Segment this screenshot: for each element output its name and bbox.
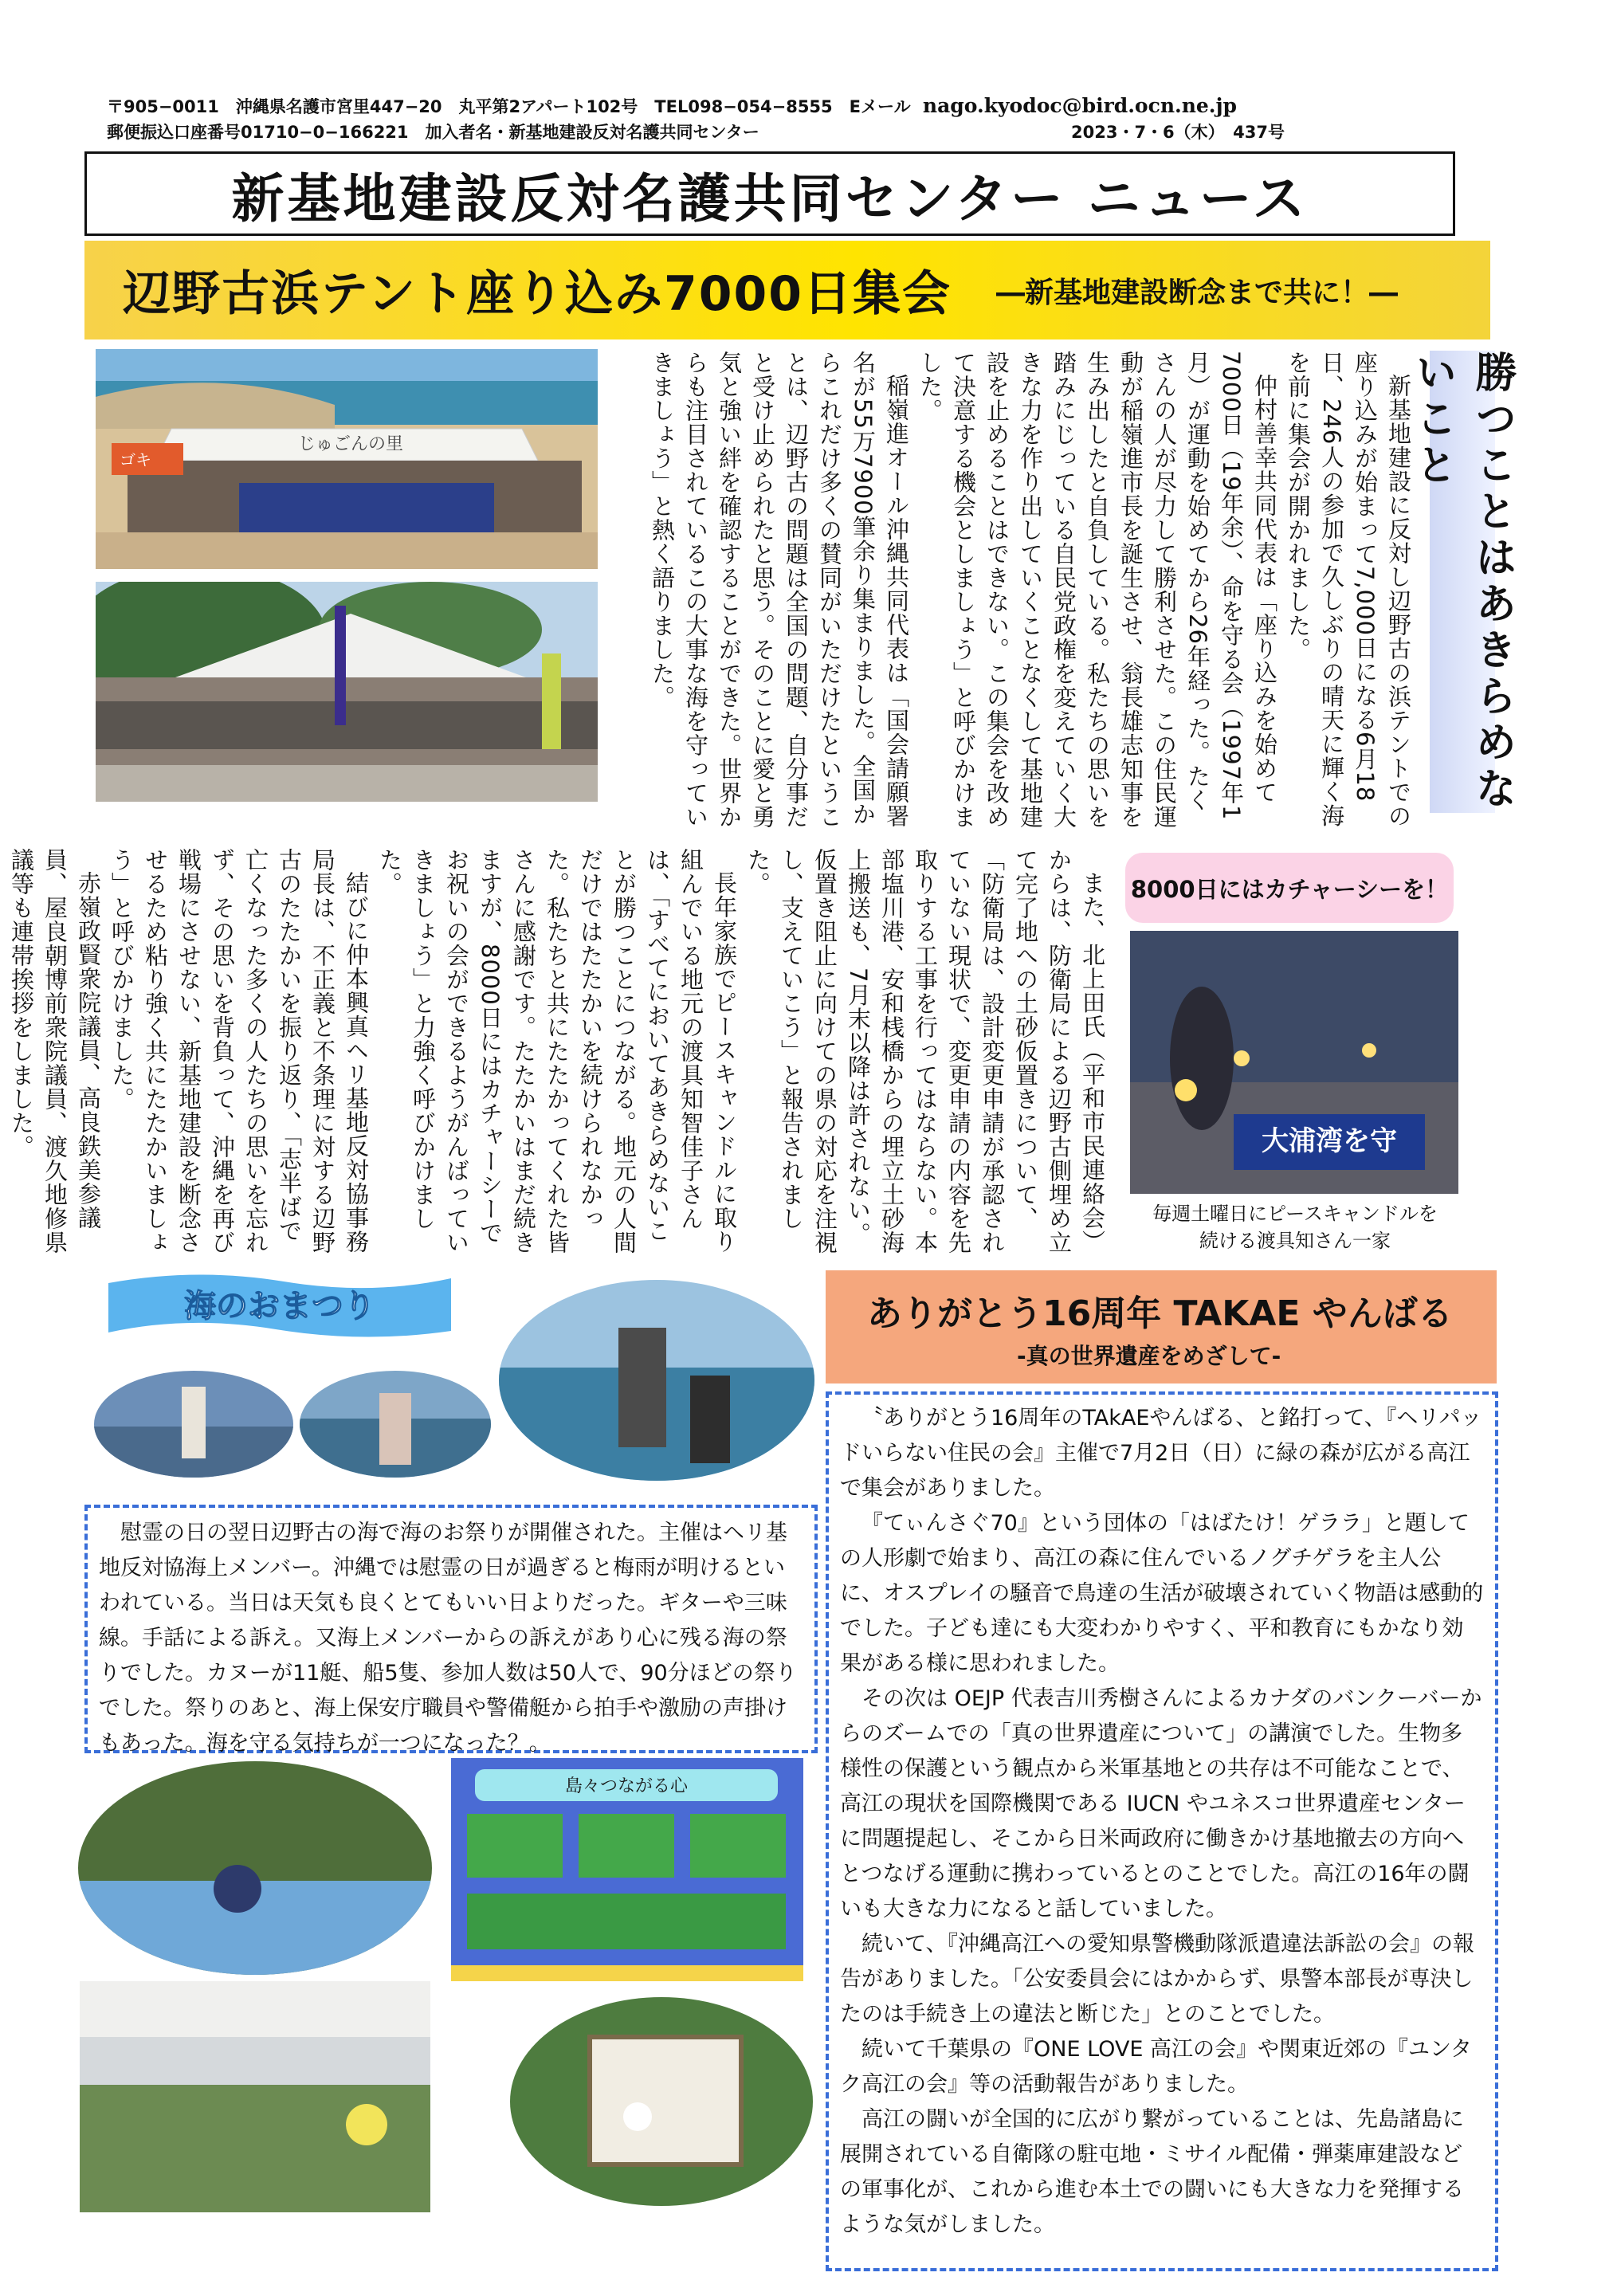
- photo-message-board: [451, 1758, 803, 1981]
- header-postal: 郵便振込口座番号01710−0−166221 加入者名・新基地建設反対名護共同センター: [107, 123, 759, 142]
- caption-line: 続ける渡具知さん一家: [1199, 1230, 1391, 1252]
- masthead: [84, 151, 1455, 236]
- festival-logo-text: 海のおまつり: [184, 1288, 375, 1325]
- article1-paragraph: 長年家族でピースキャンドルに取り組んでいる地元の渡具知智佳子さんは、「すべてにおいてあきらめないことが勝つことにつながる。地元の人間だけではたたかいを続けられなかった。私たちと共にたたかってくれた皆さんに感謝です。たたかいはまだ続きますが、8000日にはカチャーシーでお祝いの会ができるようがんばっていきましょう」と力強く呼びかけました。: [376, 848, 738, 1254]
- message-board-image: [451, 1758, 803, 1981]
- photo-children-pool: [78, 1761, 432, 1975]
- festival-text-box: [84, 1505, 818, 1756]
- festival-image-2: [300, 1371, 491, 1478]
- festival-image-3: [499, 1280, 814, 1481]
- takae-paragraph: その次は OEJP 代表吉川秀樹さんによるカナダのバンクーバーからのズームでの「真の世界遺産について」の講演でした。生物多様性の保護という観点から米軍基地との共存は不可能なことで、高江の現状を国際機関である IUCN やユネスコ世界遺産センターに問題提起し、そこから日米両政府に働きかけ基地撤去の方向へとつなげる運動に携わっているとのことでした。高江の16年の闘いも大きな力になると話していました。: [840, 1686, 1482, 1921]
- candle-image: [1130, 931, 1458, 1194]
- article1-paragraph: 赤嶺政賢衆院議員、高良鉄美参議員、屋良朝博前衆院議員、渡久地修県議等も連帯挨拶をしました。: [8, 848, 102, 1254]
- festival-image-1: [94, 1371, 293, 1478]
- tent-rally-image: [96, 349, 598, 569]
- issue-date: 2023・7・6（木） 437号: [1071, 123, 1285, 142]
- seated-crowd-image: [96, 582, 598, 802]
- article1-paragraph: 稲嶺進オール沖縄共同代表は「国会請願署名が55万7900筆余り集まりました。全国からこれだけ多くの賛同がいただけたということは、辺野古の問題は全国の問題、自分事だと受け止められたと思う。そのことに愛と勇気と強い絆を確認することができた。世界からも注目されているこの大事な海を守っていきましょう」と熱く語りました。: [649, 351, 910, 829]
- takae-title: ありがとう16周年 TAKAE やんばる: [867, 1293, 1453, 1334]
- article1-paragraph: 結びに仲本興真ヘリ基地反対協事務局長は、不正義と不条理に対する辺野古のたたかいを振り返り、「志半ばで亡くなった多くの人たちの思いを忘れず、その思いを背負って、沖縄を再び戦場にさせない、新基地建設を断念させるため粘り強く共にたたかいましょう」と呼びかけました。: [108, 848, 370, 1254]
- message-board-text: 島々つながる心: [564, 1776, 689, 1796]
- article1-side-title: 勝つことはあきらめないこと: [1408, 351, 1516, 813]
- photo-festival-2: [300, 1371, 491, 1478]
- tent-gathering-image: [80, 1981, 430, 2212]
- subheadline: ―新基地建設断念まで共に！―: [996, 276, 1399, 309]
- email-address: nago.kyodoc@bird.ocn.ne.jp: [922, 94, 1238, 117]
- takae-paragraph: 高江の闘いが全国的に広がり繋がっていることは、先島諸島に展開されている自衛隊の駐屯地・ミサイル配備・弾薬庫建設などの軍事化が、これから進む本土での闘いにも大きな力を発揮するような気がしました。: [840, 2107, 1464, 2237]
- takae-paragraph: 続いて千葉県の『ONE LOVE 高江の会』や関東近郊の『ユンタク高江の会』等の活動報告がありました。: [840, 2037, 1472, 2097]
- caption-line: 毎週土曜日にピースキャンドルを: [1152, 1203, 1438, 1225]
- tent-banner-text: じゅごんの里: [297, 434, 404, 454]
- takae-subtitle: -真の世界遺産をめざして-: [1017, 1343, 1281, 1369]
- candle-label: 8000日にはカチャーシーを！: [1125, 853, 1454, 923]
- candle-caption: [1116, 1200, 1474, 1254]
- photo-puppet-stage: [510, 1997, 813, 2206]
- puppet-stage-image: [510, 1997, 813, 2206]
- article1-body-top: [626, 351, 1415, 829]
- header-address: [107, 94, 1237, 118]
- takae-paragraph: 『てぃんさぐ70』という団体の「はばたけ！ゲララ」と題しての人形劇で始まり、高江の森に住んでいるノグチゲラを主人公に、オスプレイの騒音で鳥達の生活が破壊されていく物語は感動的でした。子ども達にも大変わかりやすく、平和教育にもかなり効果がある様に思われました。: [840, 1511, 1484, 1676]
- photo-festival-3: [499, 1280, 814, 1481]
- photo-seated-crowd: [96, 582, 598, 802]
- photo-tent-gathering: [80, 1981, 430, 2212]
- photo-festival-1: [94, 1371, 293, 1478]
- address-text: 〒905−0011 沖縄県名護市宮里447−20 丸平第2アパート102号 TEL098−054−8555 Eメール: [107, 97, 911, 116]
- headline: 辺野古浜テント座り込み7000日集会: [123, 266, 952, 322]
- candle-sign-text: 大浦湾を守: [1262, 1125, 1397, 1157]
- takae-paragraph: 〝ありがとう16周年のTAkAEやんばる、と銘打って、『ヘリパッドいらない住民の会』主催で7月2日（日）に緑の森が広がる高江で集会がありました。: [840, 1406, 1482, 1501]
- takae-header: [826, 1270, 1497, 1383]
- article1-paragraph: また、北上田氏（平和市民連絡会）からは、防衛局による辺野古側埋め立て完了地への土砂仮置きについて、「防衛局は、設計変更申請が承認されていない現状で、変更申請の内容を先取りする工事を行ってはならない。本部塩川港、安和桟橋からの埋立土砂海上搬送も、7月末以降は許されない。仮置き阻止に向けての県の対応を注視し、支えていこう」と報告されました。: [744, 848, 1106, 1254]
- article1-body-middle: [8, 848, 1109, 1254]
- article1-paragraph: 新基地建設に反対し辺野古の浜テントでの座り込みが始まって7,000日になる6月18日、246人の参加で久しぶりの晴天に輝く海を前に集会が開かれました。: [1285, 351, 1412, 828]
- flag-text: ゴキ: [120, 450, 151, 469]
- festival-logo-graphic: [100, 1267, 459, 1344]
- article1-paragraph: 仲村善幸共同代表は「座り込みを始めて7000日（19年余）、命を守る会（1997年1月）が運動を始めてから26年経った。たくさんの人が尽力して勝利させた。この住民運動が稲嶺進市長を誕生させ、翁長雄志知事を生み出したと自負している。私たちの思いを踏みにじっている自民党政権を変えていく大きな力を作り出していくことなくして基地建設を止めることはできない。この集会を改めて決意する機会としましょう」と呼びかけました。: [916, 351, 1278, 829]
- photo-tent-rally: [96, 349, 598, 569]
- takae-paragraph: 続いて、『沖縄高江への愛知県警機動隊派遣違法訴訟の会』の報告がありました。「公安委員会にはかからず、県警本部長が専決したのは手続き上の違法と断じた」とのことでした。: [840, 1932, 1474, 2027]
- festival-paragraph: 慰霊の日の翌日辺野古の海で海のお祭りが開催された。主催はヘリ基地反対協海上メンバー。沖縄では慰霊の日が過ぎると梅雨が明けるといわれている。当日は天気も良くとてもいい日よりだった。ギターや三味線。手話による訴え。又海上メンバーからの訴えがあり心に残る海の祭りでした。カヌーが11艇、船5隻、参加人数は50人で、90分ほどの祭りでした。祭りのあと、海上保安庁職員や警備艇から拍手や激励の声掛けもあった。海を守る気持ちが一つになった？。: [99, 1521, 797, 1756]
- photo-candle-family: [1130, 931, 1458, 1194]
- children-pool-image: [78, 1761, 432, 1975]
- festival-logo: [100, 1267, 459, 1344]
- takae-text-box: [826, 1391, 1498, 2271]
- newsletter-title: 新基地建設反対名護共同センター ニュース: [231, 167, 1309, 230]
- headline-banner: [84, 241, 1490, 339]
